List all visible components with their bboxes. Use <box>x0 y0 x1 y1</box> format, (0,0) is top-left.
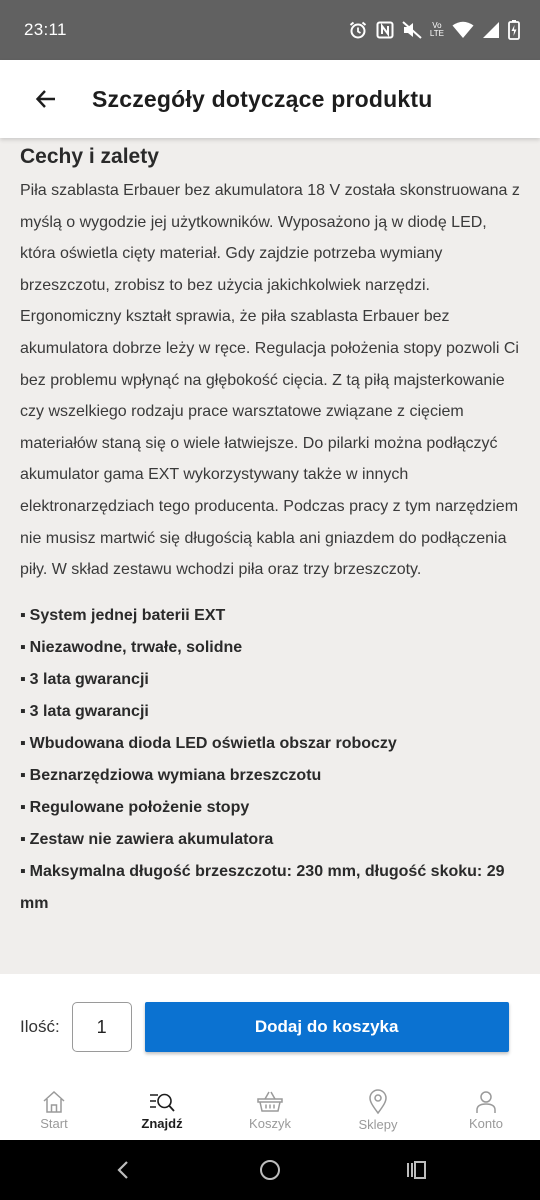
features-list <box>20 600 520 920</box>
nav-item-konto[interactable] <box>432 1080 540 1140</box>
add-to-cart-button[interactable]: Dodaj do koszyka <box>145 1002 509 1052</box>
feature-item: ▪ Niezawodne, trwałe, solidne <box>20 632 520 664</box>
nfc-icon <box>376 21 394 39</box>
product-description: Piła szablasta Erbauer bez akumulatora 18 V została skonstruowana z myślą o wygodzie jej użytkowników. Wyposażono ją w diodę LED, która oświetla cięty materiał. Gdy zajdzie potrzeba wymiany brzeszczotu, zrobisz to bez użycia jakichkolwiek narzędzi. Ergonomiczny kształt sprawia, że piła szablasta Erbauer bez akumulatora dobrze leży w ręce. Regulacja położenia stopy pozwoli Ci bez problemu wpłynąć na głębokość cięcia. Z tą piłą majsterkowanie czy wszelkiego rodzaju prace warsztatowe związane z cięciem materiałów staną się o wiele łatwiejsze. Do pilarki można podłączyć akumulator gama EXT wykorzystywany także w innych elektronarzędziach tego producenta. Podczas pracy z tym narzędziem nie musisz martwić się długością kabla ani gniazdem do podłączenia piły. W skład zestawu wchodzi piła oraz trzy brzeszczoty. <box>20 182 520 579</box>
system-home-button[interactable] <box>255 1155 285 1185</box>
quantity-input[interactable]: 1 <box>72 1002 132 1052</box>
signal-icon <box>482 21 500 39</box>
feature-item: ▪ System jednej baterii EXT <box>20 600 520 632</box>
feature-item: ▪ 3 lata gwarancji <box>20 664 520 696</box>
nav-label-sklepy: Sklepy <box>358 1116 398 1132</box>
feature-item: ▪ 3 lata gwarancji <box>20 696 520 728</box>
features-heading: Cechy i zalety <box>20 145 159 168</box>
volte-icon: Vo LTE <box>429 21 444 38</box>
nav-label-start: Start <box>40 1115 68 1131</box>
nav-label-konto: Konto <box>469 1115 503 1131</box>
quantity-label: Ilość: <box>20 1017 60 1036</box>
system-back-button[interactable] <box>108 1155 138 1185</box>
search-list-icon <box>148 1090 176 1114</box>
app-bar <box>0 60 540 138</box>
nav-item-znajdz[interactable] <box>108 1080 216 1140</box>
product-details-content[interactable] <box>0 138 540 974</box>
system-recents-button[interactable] <box>402 1155 432 1185</box>
back-triangle-icon <box>115 1160 131 1180</box>
add-to-cart-bar <box>0 974 540 1080</box>
system-navigation-bar <box>0 1140 540 1200</box>
status-icons <box>348 20 520 40</box>
nav-label-znajdz: Znajdź <box>141 1115 183 1131</box>
mute-icon <box>402 21 422 39</box>
feature-item: ▪ Wbudowana dioda LED oświetla obszar roboczy <box>20 728 520 760</box>
feature-item: ▪ Maksymalna długość brzeszczotu: 230 mm, długość skoku: 29 mm <box>20 856 520 920</box>
nav-item-sklepy[interactable] <box>324 1080 432 1140</box>
wifi-icon <box>452 21 474 39</box>
home-icon <box>41 1090 67 1114</box>
nav-item-start[interactable] <box>0 1080 108 1140</box>
battery-icon <box>508 20 520 40</box>
location-pin-icon <box>367 1089 389 1115</box>
status-time: 23:11 <box>24 20 67 39</box>
feature-item: ▪ Regulowane położenie stopy <box>20 792 520 824</box>
nav-item-koszyk[interactable] <box>216 1080 324 1140</box>
feature-item: ▪ Zestaw nie zawiera akumulatora <box>20 824 520 856</box>
person-icon <box>474 1090 498 1114</box>
basket-icon <box>256 1090 284 1114</box>
bottom-navigation <box>0 1080 540 1140</box>
recents-icon <box>405 1160 429 1180</box>
home-circle-icon <box>258 1158 282 1182</box>
alarm-icon <box>348 20 368 40</box>
back-button[interactable] <box>30 83 62 115</box>
status-bar <box>0 0 540 60</box>
feature-item: ▪ Beznarzędziowa wymiana brzeszczotu <box>20 760 520 792</box>
nav-label-koszyk: Koszyk <box>249 1115 291 1131</box>
arrow-left-icon <box>34 87 58 111</box>
page-title: Szczegóły dotyczące produktu <box>92 85 433 112</box>
